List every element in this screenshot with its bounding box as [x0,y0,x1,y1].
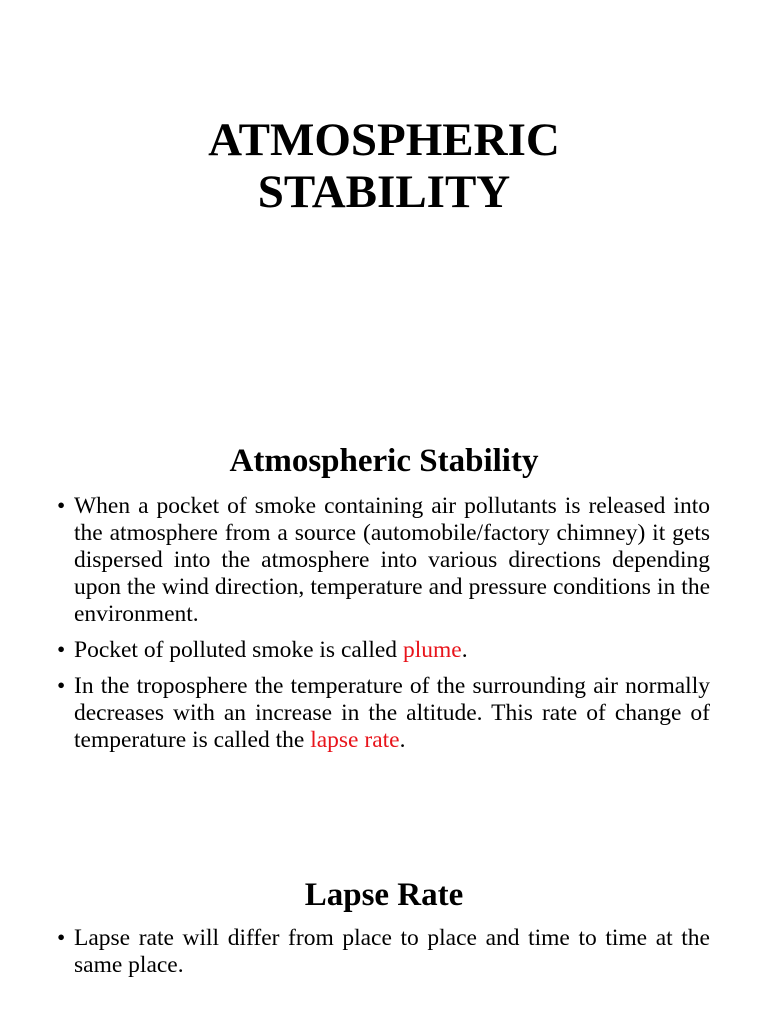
highlighted-term-plume: plume [402,637,462,663]
bullet-text: When a pocket of smoke containing air pollutants is released into the atmosphere from a source (automobile/factory chimney) it gets dispersed into the atmosphere into various directions depending upon the wind direction, temperature and pressure conditions in the environment. [74,493,710,627]
slide-heading: Atmospheric Stability [229,443,539,479]
main-title-line-2: STABILITY [257,166,511,218]
main-title-line-1: ATMOSPHERIC [208,114,560,166]
bullet-item [56,637,710,664]
bullet-text: In the troposphere the temperature of the surrounding air normally decreases with an increase in the altitude. This rate of change of temperature is called the [74,673,710,753]
bullet-text-end: . [461,637,468,663]
main-title [0,114,768,218]
bullet-text: Pocket of polluted smoke is called [74,637,403,663]
bullet-text: Lapse rate will differ from place to place and time to time at the same place. [74,925,710,978]
bullet-list [56,493,710,763]
highlighted-term-lapse-rate: lapse rate [310,727,400,753]
bullet-list [56,925,710,988]
slide-heading: Lapse Rate [304,877,464,913]
bullet-item [56,925,710,979]
bullet-text-end: . [399,727,406,753]
title-slide [0,0,768,432]
bullet-item [56,493,710,628]
bullet-item [56,673,710,754]
